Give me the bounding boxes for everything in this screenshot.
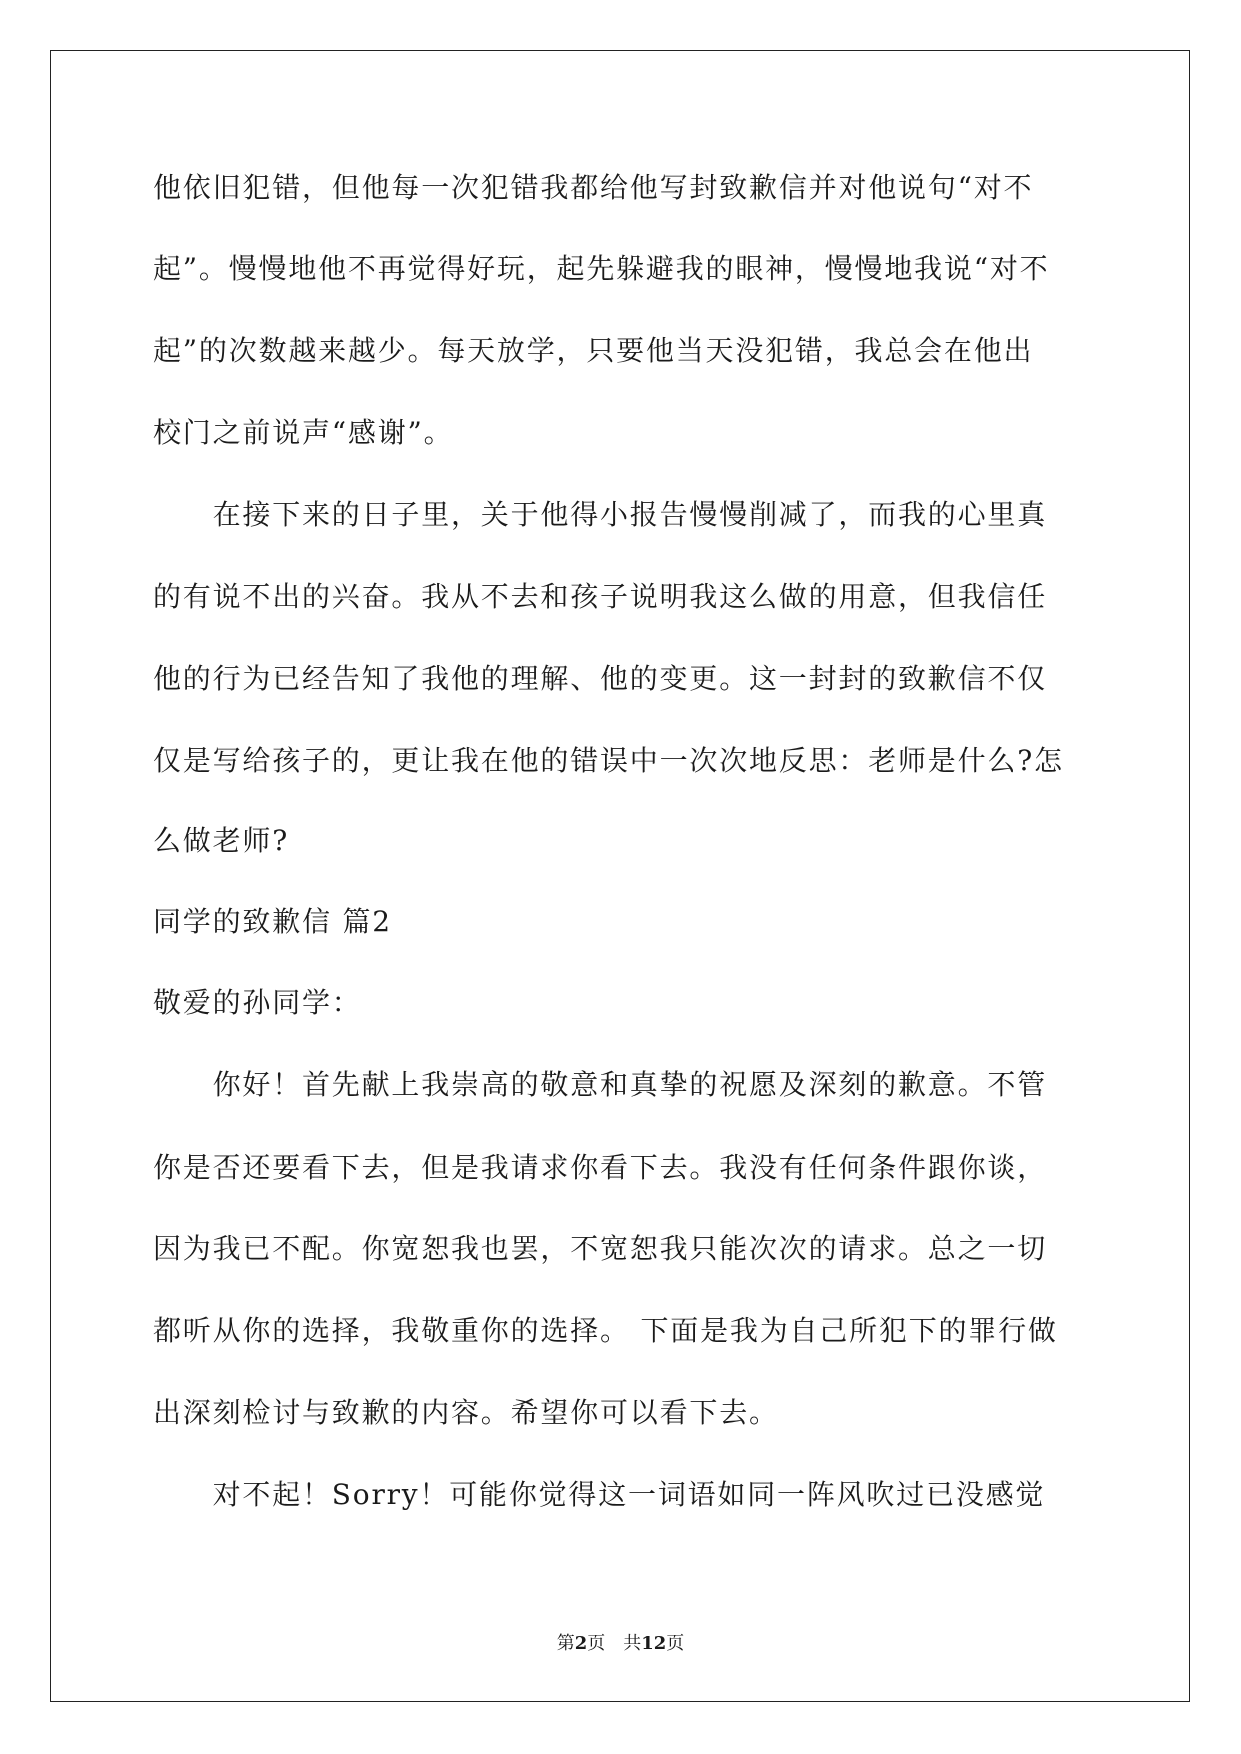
paragraph-line: 么做老师? bbox=[153, 824, 290, 857]
paragraph-line: 你是否还要看下去，但是我请求你看下去。我没有任何条件跟你谈， bbox=[153, 1151, 1048, 1184]
paragraph-line: 对不起！Sorry！可能你觉得这一词语如同一阵风吹过已没感觉 bbox=[153, 1478, 1046, 1511]
paragraph-line: 出深刻检讨与致歉的内容。希望你可以看下去。 bbox=[153, 1396, 779, 1429]
section-heading: 同学的致歉信 篇2 bbox=[153, 905, 392, 938]
paragraph-line: 起”的次数越来越少。每天放学，只要他当天没犯错，我总会在他出 bbox=[153, 334, 1034, 367]
paragraph-line: 起”。慢慢地他不再觉得好玩，起先躲避我的眼神，慢慢地我说“对不 bbox=[153, 252, 1050, 285]
paragraph-line: 仅是写给孩子的，更让我在他的错误中一次次地反思：老师是什么?怎 bbox=[153, 744, 1064, 777]
total-page-count: 12 bbox=[641, 1633, 667, 1654]
paragraph-line: 他依旧犯错，但他每一次犯错我都给他写封致歉信并对他说句“对不 bbox=[153, 171, 1034, 204]
page-footer bbox=[0, 1632, 1241, 1656]
paragraph-line: 都听从你的选择，我敬重你的选择。 下面是我为自己所犯下的罪行做 bbox=[153, 1314, 1058, 1347]
page-border bbox=[50, 50, 1190, 1702]
paragraph-line: 他的行为已经告知了我他的理解、他的变更。这一封封的致歉信不仅 bbox=[153, 662, 1048, 695]
salutation: 敬爱的孙同学： bbox=[153, 986, 362, 1019]
paragraph-line: 的有说不出的兴奋。我从不去和孩子说明我这么做的用意，但我信任 bbox=[153, 580, 1048, 613]
paragraph-line: 在接下来的日子里，关于他得小报告慢慢削减了，而我的心里真 bbox=[153, 498, 1048, 531]
footer-mid: 页 共 bbox=[587, 1633, 642, 1654]
paragraph-line: 校门之前说声“感谢”。 bbox=[153, 416, 454, 449]
footer-suffix: 页 bbox=[666, 1633, 685, 1654]
current-page-number: 2 bbox=[574, 1633, 588, 1654]
footer-prefix: 第 bbox=[556, 1633, 575, 1654]
paragraph-line: 你好！首先献上我崇高的敬意和真挚的祝愿及深刻的歉意。不管 bbox=[153, 1068, 1048, 1101]
paragraph-line: 因为我已不配。你宽恕我也罢，不宽恕我只能次次的请求。总之一切 bbox=[153, 1232, 1048, 1265]
